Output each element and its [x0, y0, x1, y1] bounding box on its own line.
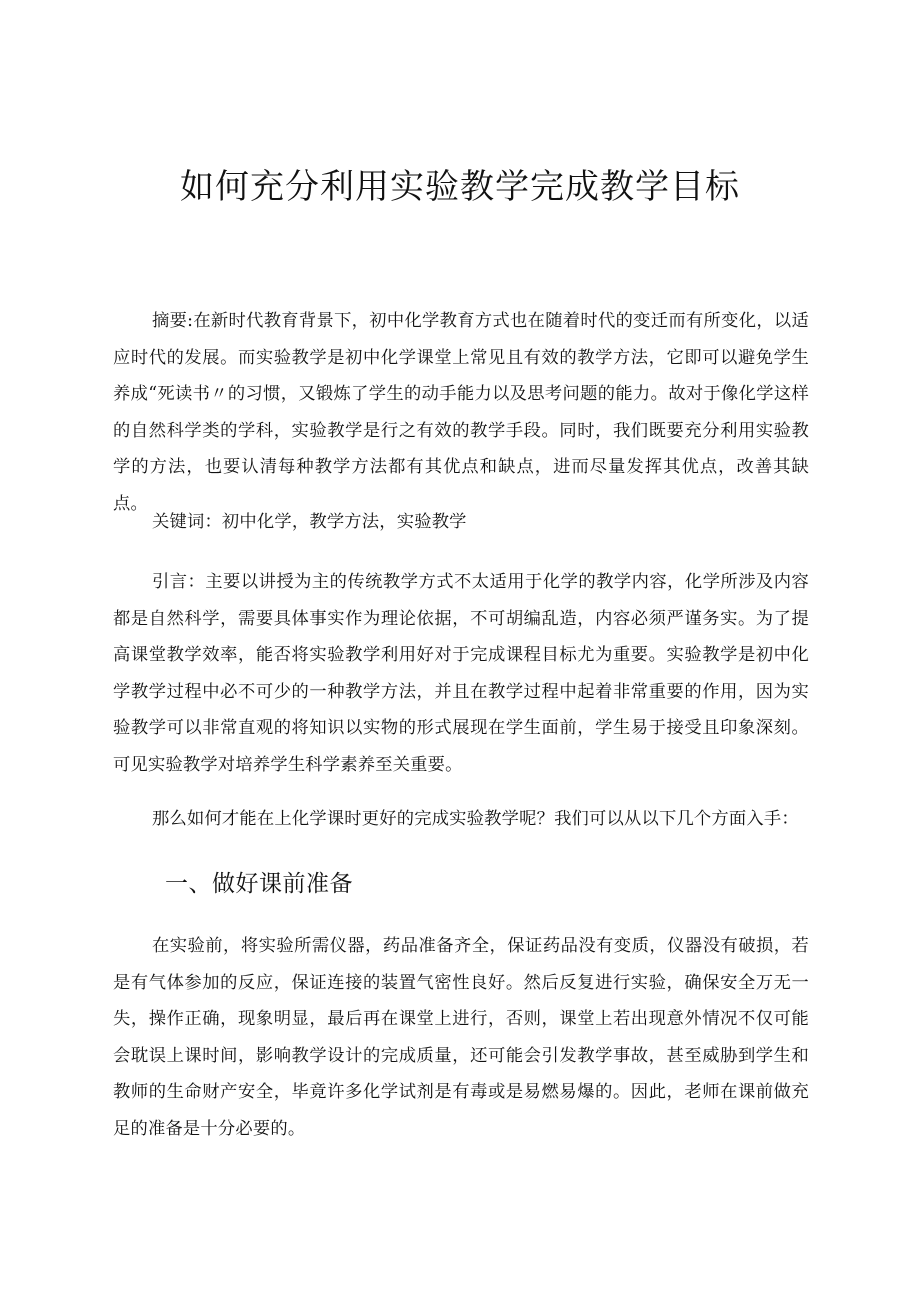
question-paragraph: 那么如何才能在上化学课时更好的完成实验教学呢？我们可以从以下几个方面入手：: [152, 809, 799, 829]
abstract-paragraph: 摘要:在新时代教育背景下，初中化学教育方式也在随着时代的变迁而有所变化，以适应时代的发展。而实验教学是初中化学课堂上常见且有效的教学方法，它即可以避免学生养成“死读书〃的习惯，又锻炼了学生的动手能力以及思考问题的能力。故对于像化学这样的自然科学类的学科，实验教学是行之有效的教学手段。同时，我们既要充分利用实验教学的方法，也要认清每种教学方法都有其优点和缺点，进而尽量发挥其优点，改善其缺点。: [113, 311, 809, 514]
section-heading: 一、做好课前准备: [165, 871, 353, 897]
keywords-paragraph: 关键词：初中化学，教学方法，实验教学: [152, 512, 467, 532]
document-title: 如何充分利用实验教学完成教学目标: [180, 167, 740, 207]
introduction-paragraph: 引言：主要以讲授为主的传统教学方式不太适用于化学的教学内容，化学所涉及内容都是自然科学，需要具体事实作为理论依据，不可胡编乱造，内容必须严谨务实。为了提高课堂教学效率，能否将实验教学利用好对于完成课程目标尤为重要。实验教学是初中化学教学过程中必不可少的一种教学方法，并且在教学过程中起着非常重要的作用，因为实验教学可以非常直观的将知识以实物的形式展现在学生面前，学生易于接受且印象深刻。可见实验教学对培养学生科学素养至关重要。: [113, 572, 809, 775]
section-body-paragraph: 在实验前，将实验所需仪器，药品准备齐全，保证药品没有变质，仪器没有破损，若是有气体参加的反应，保证连接的装置气密性良好。然后反复进行实验，确保安全万无一失，操作正确，现象明显，最后再在课堂上进行，否则，课堂上若出现意外情况不仅可能会耽误上课时间，影响教学设计的完成质量，还可能会引发教学事故，甚至威胁到学生和教师的生命财产安全，毕竟许多化学试剂是有毒或是易燃易爆的。因此，老师在课前做充足的准备是十分必要的。: [113, 936, 809, 1139]
